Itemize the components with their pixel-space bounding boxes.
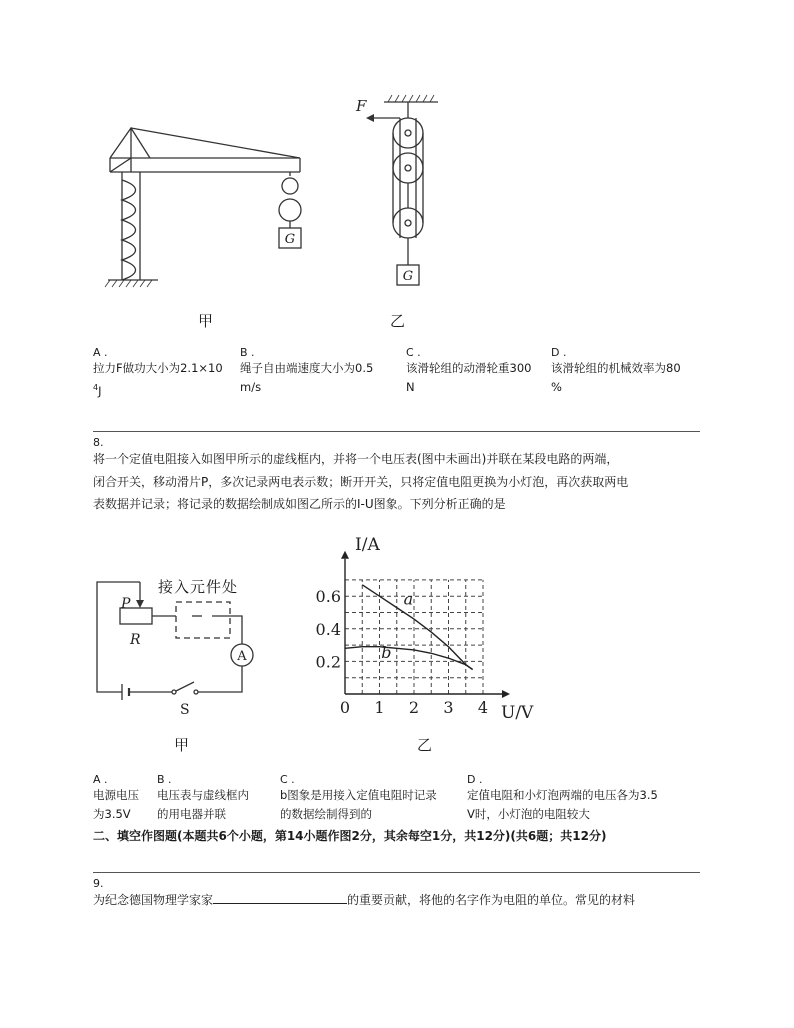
- q8-stem: [93, 448, 713, 516]
- option-text-line1: 绳子自由端速度大小为0.5: [240, 361, 374, 375]
- pulley-load-label: G: [402, 269, 414, 284]
- option-letter: D .: [467, 773, 483, 786]
- option-text-line2: 的数据绘制得到的: [280, 807, 372, 821]
- y-tick-label: 0.4: [315, 619, 341, 639]
- x-axis-arrow: [502, 690, 510, 698]
- series-line-b: [345, 647, 473, 670]
- option-text-line2: [93, 378, 243, 401]
- q8-option-a[interactable]: [93, 773, 153, 824]
- option-text-line1: 该滑轮组的机械效率为80: [551, 361, 681, 375]
- crane-diagram: [105, 128, 301, 287]
- divider-line: [93, 431, 700, 432]
- figure-label-yi: 乙: [390, 312, 406, 330]
- iu-graph: [305, 530, 555, 730]
- x-axis-label: U/V: [501, 703, 534, 723]
- option-text-line2: m/s: [240, 380, 262, 394]
- option-text-line2: N: [406, 380, 415, 394]
- option-text-line1: 电源电压: [93, 788, 139, 802]
- figure-label-jia: 甲: [198, 312, 214, 330]
- x-tick-label: 4: [477, 698, 489, 717]
- series-label-a: a: [403, 589, 414, 609]
- option-text-line1: 定值电阻和小灯泡两端的电压各为3.5: [467, 788, 658, 802]
- y-tick-label: 0.6: [315, 587, 341, 607]
- option-superscript: 4: [93, 383, 99, 392]
- y-axis-arrow: [341, 551, 349, 559]
- y-tick-label: 0.2: [315, 652, 341, 672]
- q7-option-d[interactable]: [551, 346, 701, 397]
- option-letter: D .: [551, 346, 567, 359]
- option-text-line2: 为3.5V: [93, 807, 131, 821]
- q8-number: 8.: [93, 436, 104, 449]
- q8-option-c[interactable]: [280, 773, 470, 824]
- option-letter: B .: [240, 346, 255, 359]
- slider-arrow: [136, 600, 144, 608]
- q9-number: 9.: [93, 877, 104, 890]
- pulley-diagram: [372, 95, 438, 285]
- q8-option-d[interactable]: [467, 773, 707, 824]
- option-text-line1: 拉力F做功大小为2.1×10: [93, 361, 223, 375]
- option-letter: A .: [93, 346, 108, 359]
- resistor-r-label: R: [130, 632, 141, 648]
- option-text-line2: %: [551, 380, 562, 394]
- crane-load-label: G: [284, 232, 296, 247]
- option-letter: C .: [280, 773, 295, 786]
- option-letter: C .: [406, 346, 421, 359]
- divider-line: [93, 872, 700, 873]
- component-box-label: 接入元件处: [158, 578, 239, 596]
- section-heading: 二、填空作图题(本题共6个小题，第14小题作图2分，其余每空1分，共12分)(共6题；共12分): [93, 829, 607, 843]
- option-text-line2: V时，小灯泡的电阻较大: [467, 807, 590, 821]
- q7-option-c[interactable]: [406, 346, 556, 397]
- option-text-line1: 电压表与虚线框内: [157, 788, 249, 802]
- y-axis-label: I/A: [355, 535, 380, 555]
- q8-stem-line: 表数据并记录；将记录的数据绘制成如图乙所示的I-U图象。下列分析正确的是: [93, 497, 506, 511]
- ammeter-label: A: [237, 649, 247, 664]
- q8-stem-line: 闭合开关，移动滑片P，多次记录两电表示数；断开开关，只将定值电阻更换为小灯泡，再次获取两电: [93, 474, 629, 489]
- option-text-line1: 该滑轮组的动滑轮重300: [406, 361, 532, 375]
- x-tick-label: 2: [408, 698, 420, 717]
- force-arrow-head: [366, 114, 374, 122]
- graph-axes: [341, 551, 510, 698]
- graph-series: [345, 585, 473, 670]
- q7-option-b[interactable]: [240, 346, 400, 397]
- switch-s-label: S: [180, 702, 190, 717]
- graph-grid: [345, 580, 483, 694]
- slider-p-label: P: [121, 596, 131, 612]
- q9-text-after: 的重要贡献，将他的名字作为电阻的单位。常见的材料: [347, 893, 636, 907]
- option-unit: J: [98, 383, 102, 398]
- x-tick-label: 0: [339, 698, 351, 717]
- option-text-line2: 的用电器并联: [157, 807, 226, 821]
- q8-option-b[interactable]: [157, 773, 277, 824]
- circuit-fig-label: 甲: [174, 736, 190, 754]
- pulley-force-label: F: [356, 97, 367, 115]
- option-letter: B .: [157, 773, 172, 786]
- series-label-b: b: [381, 643, 392, 663]
- answer-blank[interactable]: [213, 889, 347, 904]
- x-tick-label: 1: [374, 698, 385, 717]
- q9-text-before: 为纪念德国物理学家家: [93, 893, 214, 907]
- q7-option-a[interactable]: [93, 346, 243, 401]
- q8-stem-line: 将一个定值电阻接入如图甲所示的虚线框内，并将一个电压表(图中未画出)并联在某段电路的两端，: [93, 452, 619, 466]
- option-text-line1: b图象是用接入定值电阻时记录: [280, 788, 437, 802]
- x-tick-label: 3: [443, 698, 454, 717]
- graph-fig-label: 乙: [417, 736, 433, 754]
- graph-ticks: [316, 587, 489, 717]
- crane-pulley-figure: [100, 90, 450, 335]
- q9-stem: [93, 889, 635, 912]
- option-letter: A .: [93, 773, 108, 786]
- series-line-a: [362, 585, 472, 670]
